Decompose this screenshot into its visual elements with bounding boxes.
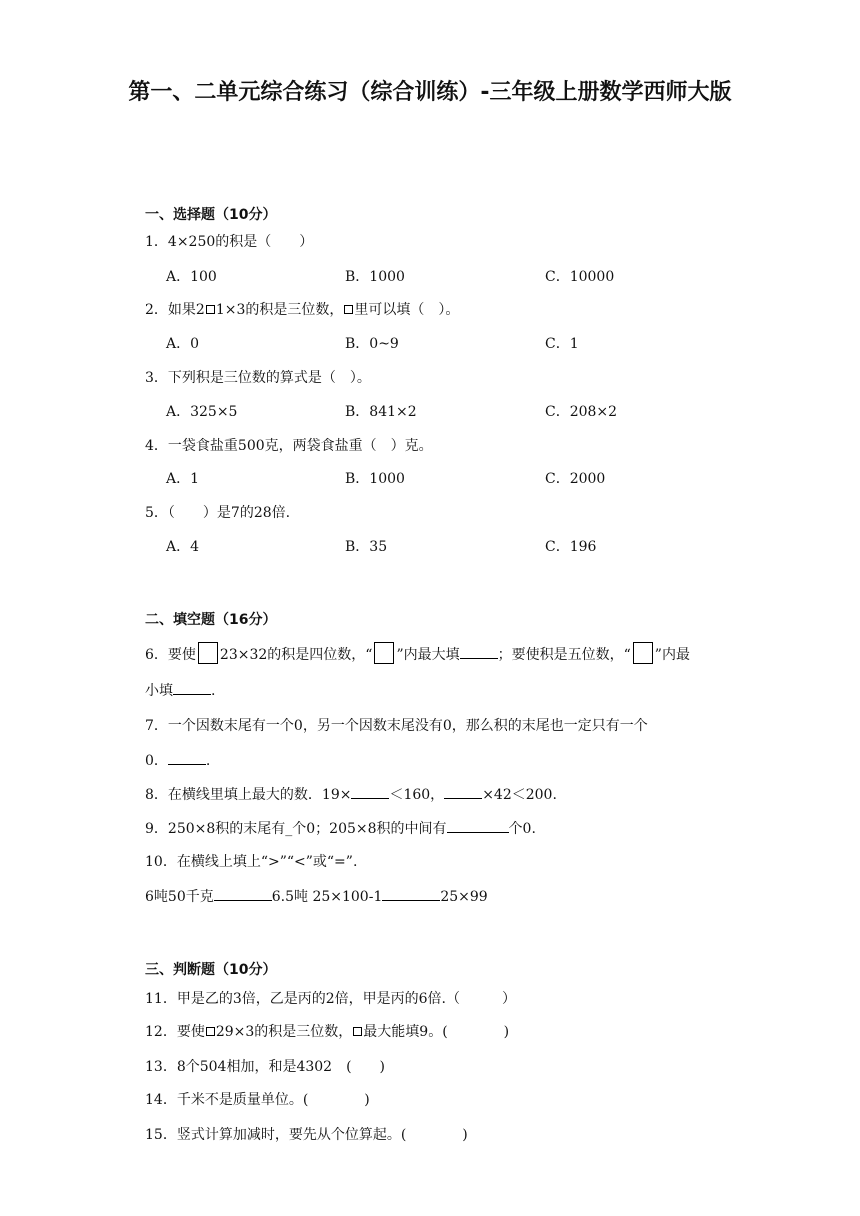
- q4-option-c: C．2000: [545, 471, 606, 487]
- question-3: 3．下列积是三位数的算式是（ ）。: [145, 370, 371, 386]
- question-6-line2: 小填 .: [145, 683, 216, 699]
- answer-blank[interactable]: [351, 797, 389, 799]
- q2-option-a: A．0: [166, 336, 200, 352]
- answer-blank[interactable]: [460, 657, 498, 659]
- question-6: 6．要使 23×32的积是四位数，“ ”内最大填 ；要使积是五位数，“ ”内最: [145, 642, 690, 664]
- q3-option-c: C．208×2: [545, 404, 618, 420]
- q5-option-b: B．35: [345, 539, 388, 555]
- blank-box-icon: [633, 642, 653, 664]
- section-heading-fill: 二、填空题（16分）: [145, 612, 277, 628]
- question-4: 4．一袋食盐重500克，两袋食盐重（ ）克。: [145, 438, 433, 454]
- q2-option-c: C．1: [545, 336, 579, 352]
- question-10-line2: 6吨50千克 6.5吨 25×100-1 25×99: [145, 889, 488, 905]
- question-7: 7．一个因数末尾有一个0，另一个因数末尾没有0，那么积的末尾也一定只有一个: [145, 718, 648, 734]
- answer-blank[interactable]: [382, 899, 440, 901]
- answer-blank[interactable]: [214, 899, 272, 901]
- question-1: 1．4×250的积是（ ）: [145, 234, 314, 250]
- q2-option-b: B．0~9: [345, 336, 399, 352]
- question-14: 14．千米不是质量单位。( ): [145, 1092, 370, 1108]
- blank-box-icon: [374, 642, 394, 664]
- answer-blank[interactable]: [168, 763, 206, 765]
- question-7-line2: 0． .: [145, 753, 211, 769]
- q1-option-a: A．100: [166, 269, 217, 285]
- q5-option-a: A．4: [166, 539, 200, 555]
- question-13: 13．8个504相加，和是4302 ( ): [145, 1059, 385, 1075]
- q3-option-b: B．841×2: [345, 404, 417, 420]
- q1-option-b: B．1000: [345, 269, 405, 285]
- question-5: 5．（ ）是7的28倍.: [145, 505, 291, 521]
- blank-square-icon: [206, 305, 215, 314]
- q4-option-b: B．1000: [345, 471, 405, 487]
- page-title: 第一、二单元综合练习（综合训练）-三年级上册数学西师大版: [128, 80, 732, 105]
- section-heading-judge: 三、判断题（10分）: [145, 962, 277, 978]
- question-8: 8．在横线里填上最大的数．19× ＜160， ×42＜200.: [145, 787, 557, 803]
- answer-blank[interactable]: [447, 831, 509, 833]
- question-15: 15．竖式计算加减时，要先从个位算起。( ): [145, 1127, 468, 1143]
- blank-square-icon: [344, 305, 353, 314]
- q1-option-c: C．10000: [545, 269, 615, 285]
- question-2: 2．如果2 1×3的积是三位数， 里可以填（ ）。: [145, 302, 460, 318]
- q4-option-a: A．1: [166, 471, 200, 487]
- q5-option-c: C．196: [545, 539, 597, 555]
- question-9: 9．250×8积的末尾有_个0；205×8积的中间有 个0.: [145, 821, 536, 837]
- question-10: 10．在横线上填上“>”“<”或“=”.: [145, 854, 358, 870]
- section-heading-choice: 一、选择题（10分）: [145, 207, 277, 223]
- question-12: 12．要使 29×3的积是三位数， 最大能填9。( ): [145, 1024, 510, 1040]
- answer-blank[interactable]: [173, 693, 211, 695]
- answer-blank[interactable]: [444, 797, 482, 799]
- q3-option-a: A．325×5: [166, 404, 238, 420]
- question-11: 11．甲是乙的3倍，乙是丙的2倍，甲是丙的6倍.（ ）: [145, 991, 516, 1007]
- blank-square-icon: [353, 1027, 362, 1036]
- blank-box-icon: [198, 642, 218, 664]
- blank-square-icon: [206, 1027, 215, 1036]
